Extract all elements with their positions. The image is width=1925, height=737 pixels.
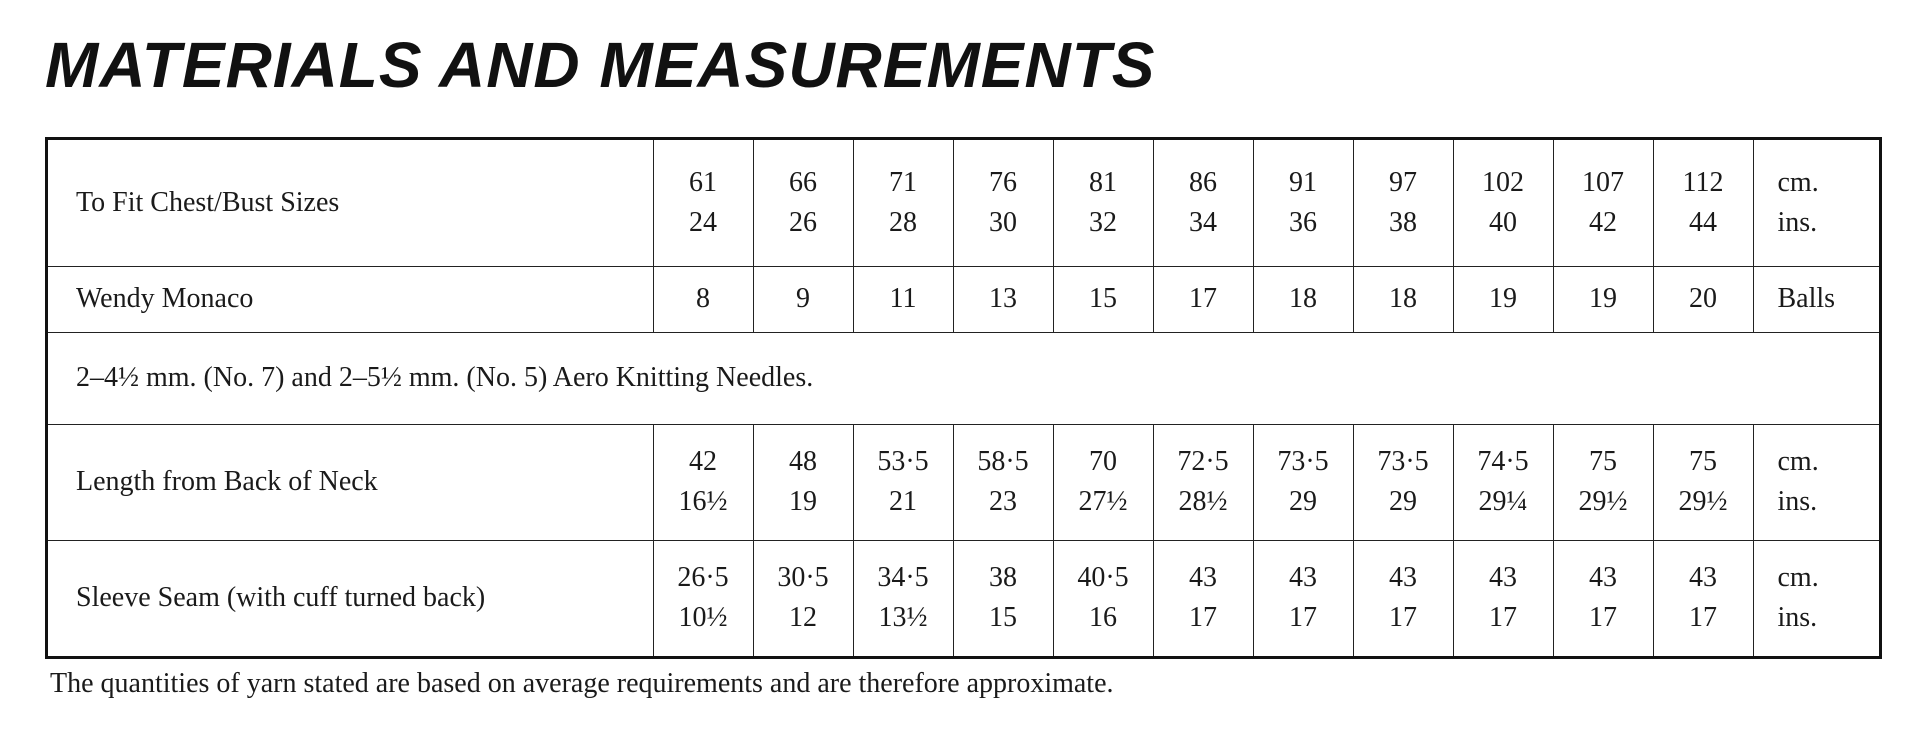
- cm-value: 107: [1582, 166, 1624, 198]
- ins-value: 29½: [1678, 486, 1728, 517]
- ins-value: 23: [989, 486, 1017, 517]
- cm-value: 102: [1482, 166, 1524, 198]
- ins-value: 40: [1489, 206, 1517, 238]
- length-cell: [1053, 424, 1153, 540]
- ins-value: 21: [889, 486, 917, 517]
- yarn-balls-cell: 19: [1453, 266, 1553, 332]
- yarn-balls-cell: 20: [1653, 266, 1753, 332]
- cm-value: 40·5: [1077, 562, 1129, 594]
- cm-value: 38: [989, 562, 1017, 594]
- unit-cell: [1753, 540, 1879, 656]
- cm-value: 43: [1589, 562, 1617, 594]
- chest-size-cell: [953, 140, 1053, 266]
- length-cell: [1253, 424, 1353, 540]
- sleeve-cell: [1453, 540, 1553, 656]
- footnote: The quantities of yarn stated are based on average requirements and are therefore approximate.: [50, 668, 1114, 699]
- chest-size-label: To Fit Chest/Bust Sizes: [48, 140, 653, 266]
- needles-row: [48, 332, 1879, 424]
- cm-value: 61: [689, 166, 717, 198]
- yarn-balls-cell: 11: [853, 266, 953, 332]
- yarn-balls-cell: 9: [753, 266, 853, 332]
- ins-value: 32: [1089, 206, 1117, 238]
- cm-value: 53·5: [877, 446, 929, 477]
- cm-value: 75: [1689, 446, 1717, 477]
- cm-value: 58·5: [977, 446, 1029, 477]
- cm-value: 48: [789, 446, 817, 477]
- unit-cell: [1753, 140, 1879, 266]
- chest-size-cell: [1053, 140, 1153, 266]
- chest-size-cell: [1453, 140, 1553, 266]
- length-cell: [1653, 424, 1753, 540]
- ins-value: 16½: [678, 486, 728, 517]
- ins-value: 17: [1189, 602, 1217, 634]
- cm-value: 42: [689, 446, 717, 477]
- cm-value: 71: [889, 166, 917, 198]
- cm-value: 76: [989, 166, 1017, 198]
- chest-size-cell: [1253, 140, 1353, 266]
- chest-size-cell: [853, 140, 953, 266]
- sleeve-cell: [1053, 540, 1153, 656]
- cm-value: 43: [1389, 562, 1417, 594]
- ins-value: 42: [1589, 206, 1617, 238]
- yarn-label: Wendy Monaco: [48, 266, 653, 332]
- unit-cell: [1753, 424, 1879, 540]
- cm-value: 72·5: [1177, 446, 1229, 477]
- chest-size-cell: [1153, 140, 1253, 266]
- ins-value: 16: [1089, 602, 1117, 634]
- sleeve-cell: [853, 540, 953, 656]
- sleeve-cell: [1253, 540, 1353, 656]
- unit-cm: cm.: [1777, 446, 1819, 477]
- ins-value: 28½: [1178, 486, 1228, 517]
- ins-value: 36: [1289, 206, 1317, 238]
- sleeve-cell: [953, 540, 1053, 656]
- cm-value: 43: [1189, 562, 1217, 594]
- ins-value: 29: [1389, 486, 1417, 517]
- length-cell: [1453, 424, 1553, 540]
- cm-value: 97: [1389, 166, 1417, 198]
- cm-value: 74·5: [1477, 446, 1529, 477]
- length-cell: [753, 424, 853, 540]
- sleeve-cell: [1353, 540, 1453, 656]
- chest-size-cell: [653, 140, 753, 266]
- sleeve-cell: [653, 540, 753, 656]
- chest-size-cell: [753, 140, 853, 266]
- unit-balls: Balls: [1753, 266, 1879, 332]
- length-cell: [1553, 424, 1653, 540]
- ins-value: 27½: [1078, 486, 1128, 517]
- ins-value: 44: [1689, 206, 1717, 238]
- cm-value: 81: [1089, 166, 1117, 198]
- sleeve-row: [48, 540, 1879, 656]
- sleeve-cell: [1553, 540, 1653, 656]
- ins-value: 12: [789, 602, 817, 634]
- unit-ins: ins.: [1777, 486, 1818, 517]
- ins-value: 38: [1389, 206, 1417, 238]
- cm-value: 30·5: [777, 562, 829, 594]
- unit-cm: cm.: [1777, 562, 1819, 594]
- cm-value: 26·5: [677, 562, 729, 594]
- ins-value: 19: [789, 486, 817, 517]
- chest-size-cell: [1653, 140, 1753, 266]
- yarn-balls-cell: 15: [1053, 266, 1153, 332]
- yarn-balls-cell: 13: [953, 266, 1053, 332]
- ins-value: 13½: [878, 602, 928, 634]
- chest-size-row: [48, 140, 1879, 266]
- yarn-balls-cell: 17: [1153, 266, 1253, 332]
- ins-value: 17: [1689, 602, 1717, 634]
- sleeve-cell: [753, 540, 853, 656]
- cm-value: 73·5: [1277, 446, 1329, 477]
- needles-text: 2–4½ mm. (No. 7) and 2–5½ mm. (No. 5) Aero Knitting Needles.: [48, 332, 1879, 424]
- ins-value: 17: [1589, 602, 1617, 634]
- length-cell: [953, 424, 1053, 540]
- cm-value: 43: [1489, 562, 1517, 594]
- ins-value: 28: [889, 206, 917, 238]
- ins-value: 29½: [1578, 486, 1628, 517]
- ins-value: 34: [1189, 206, 1217, 238]
- cm-value: 34·5: [877, 562, 929, 594]
- length-row: [48, 424, 1879, 540]
- length-cell: [1153, 424, 1253, 540]
- cm-value: 112: [1682, 166, 1724, 198]
- ins-value: 15: [989, 602, 1017, 634]
- length-cell: [1353, 424, 1453, 540]
- yarn-balls-cell: 8: [653, 266, 753, 332]
- length-label: Length from Back of Neck: [48, 424, 653, 540]
- ins-value: 17: [1389, 602, 1417, 634]
- sleeve-label: Sleeve Seam (with cuff turned back): [48, 540, 653, 656]
- cm-value: 70: [1089, 446, 1117, 477]
- cm-value: 66: [789, 166, 817, 198]
- ins-value: 29¼: [1478, 486, 1528, 517]
- cm-value: 86: [1189, 166, 1217, 198]
- yarn-balls-cell: 18: [1353, 266, 1453, 332]
- ins-value: 17: [1289, 602, 1317, 634]
- page-title: MATERIALS AND MEASUREMENTS: [45, 29, 1156, 101]
- cm-value: 91: [1289, 166, 1317, 198]
- yarn-row: [48, 266, 1879, 332]
- unit-ins: ins.: [1777, 206, 1818, 238]
- sleeve-cell: [1153, 540, 1253, 656]
- unit-cm: cm.: [1777, 166, 1819, 198]
- cm-value: 43: [1289, 562, 1317, 594]
- materials-table: [45, 137, 1882, 659]
- unit-ins: ins.: [1777, 602, 1818, 634]
- length-cell: [653, 424, 753, 540]
- length-cell: [853, 424, 953, 540]
- yarn-balls-cell: 18: [1253, 266, 1353, 332]
- ins-value: 29: [1289, 486, 1317, 517]
- ins-value: 10½: [678, 602, 728, 634]
- chest-size-cell: [1553, 140, 1653, 266]
- ins-value: 24: [689, 206, 717, 238]
- sleeve-cell: [1653, 540, 1753, 656]
- ins-value: 17: [1489, 602, 1517, 634]
- ins-value: 26: [789, 206, 817, 238]
- chest-size-cell: [1353, 140, 1453, 266]
- yarn-balls-cell: 19: [1553, 266, 1653, 332]
- ins-value: 30: [989, 206, 1017, 238]
- cm-value: 43: [1689, 562, 1717, 594]
- cm-value: 75: [1589, 446, 1617, 477]
- cm-value: 73·5: [1377, 446, 1429, 477]
